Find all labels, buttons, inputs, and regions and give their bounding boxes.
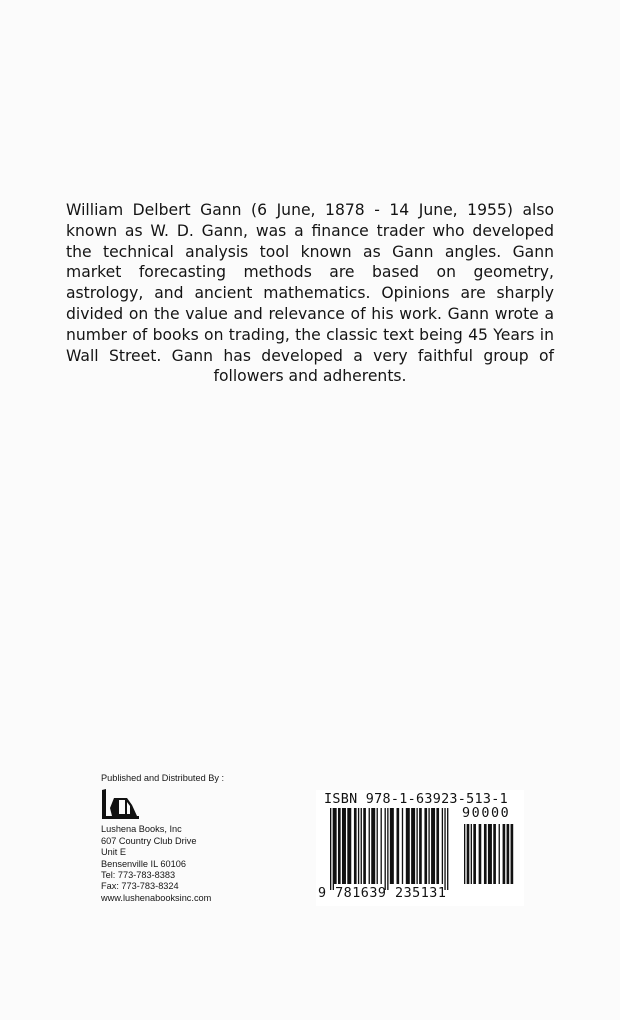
barcode-bar <box>493 824 496 884</box>
barcode-bar <box>424 808 427 884</box>
barcode-bar <box>333 808 334 890</box>
book-description: William Delbert Gann (6 June, 1878 - 14 June, 1955) also known as W. D. Gann, was a finance trader who developed the technical analysis tool known as Gann angles. Gann market forecasting methods are based on geometry, astrology, and ancient mathematics. Opinions are sharply divided on the value and relevance of his work. Gann wrote a number of books on trading, the classic text being 45 Years in Wall Street. Gann has developed a very faithful group of followers and adherents. <box>66 201 554 386</box>
barcode-bar <box>397 808 400 884</box>
isbn-label: ISBN 978-1-63923-513-1 <box>324 792 508 807</box>
barcode-bar <box>377 808 378 884</box>
barcode-bar <box>464 824 465 884</box>
publisher-unit: Unit E <box>101 847 127 858</box>
barcode-bar <box>416 808 417 884</box>
barcode-bar <box>442 808 443 884</box>
barcode-bar <box>428 808 429 884</box>
publisher-heading: Published and Distributed By : <box>101 773 225 783</box>
barcode-bar <box>342 808 346 884</box>
barcode-bar <box>371 808 375 884</box>
barcode-bar <box>363 808 366 884</box>
barcode-bar <box>381 808 382 884</box>
barcode-bar <box>387 808 388 890</box>
barcode-bar <box>447 808 448 890</box>
barcode-bar <box>467 824 470 884</box>
barcode-bar <box>334 808 337 884</box>
publisher-name: Lushena Books, Inc <box>101 824 182 835</box>
barcode-bar <box>507 824 510 884</box>
lushena-books-logo-icon <box>101 788 141 822</box>
barcode-bar <box>471 824 472 884</box>
barcode-bar <box>406 808 410 884</box>
publisher-street: 607 Country Club Drive <box>101 835 197 846</box>
barcode-ean-digits: 9 781639 235131 <box>318 886 447 901</box>
barcode-bar <box>484 824 487 884</box>
barcode-bar <box>369 808 370 884</box>
barcode-bar <box>488 824 492 884</box>
barcode-bar <box>473 824 476 884</box>
barcode-bar <box>358 808 359 884</box>
barcode-bar <box>347 808 351 884</box>
barcode-bar <box>431 808 435 884</box>
barcode-bar <box>361 808 362 884</box>
barcode-bar <box>385 808 386 890</box>
barcode-bar <box>354 808 357 884</box>
barcode-bar <box>436 808 439 884</box>
barcode-bar <box>419 808 422 884</box>
publisher-tel: Tel: 773-783-8383 <box>101 870 176 881</box>
barcode-addon-digits: 90000 <box>462 806 511 821</box>
barcode-bar <box>390 808 394 884</box>
isbn-barcode <box>316 790 524 906</box>
barcode-bar <box>503 824 506 884</box>
publisher-website: www.lushenabooksinc.com <box>101 892 212 903</box>
barcode-bar <box>402 808 403 884</box>
barcode-bar <box>479 824 482 884</box>
publisher-fax: Fax: 773-783-8324 <box>101 881 179 892</box>
publisher-info <box>101 773 301 904</box>
barcode-bar <box>444 808 445 890</box>
barcode-bar <box>499 824 500 884</box>
barcode-bar <box>330 808 331 890</box>
publisher-city: Bensenville IL 60106 <box>101 858 186 869</box>
barcode-bar <box>411 808 415 884</box>
barcode-bar <box>511 824 514 884</box>
barcode-bar <box>338 808 341 884</box>
